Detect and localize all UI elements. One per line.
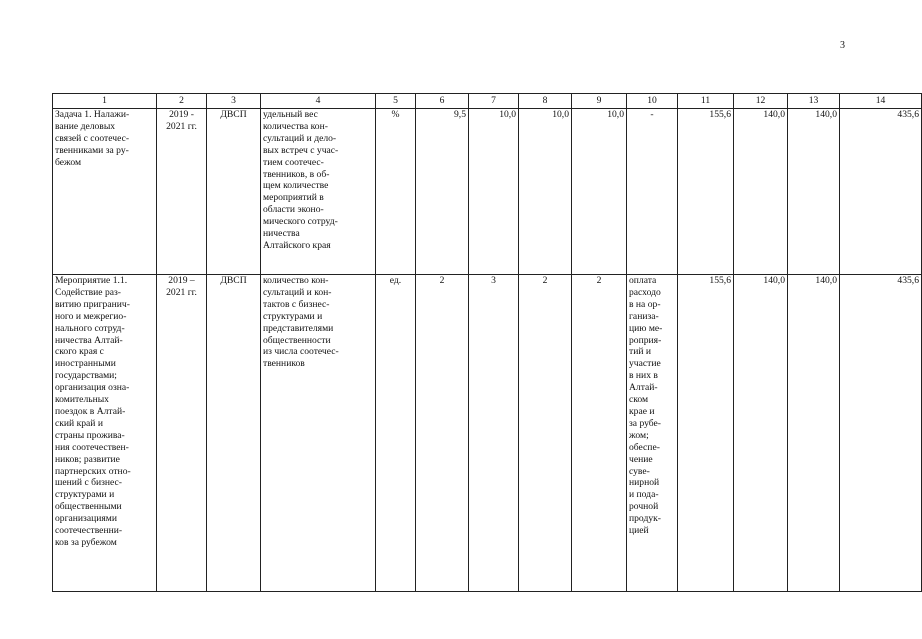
column-number: 3 [207,94,261,109]
column-number: 2 [157,94,207,109]
value-cell-9: 2 [572,275,627,592]
column-number: 10 [627,94,678,109]
period-cell: 2019 – 2021 гг. [157,275,207,592]
value-cell-7: 3 [469,275,519,592]
value-cell-14: 435,6 [840,275,922,592]
executor-cell: ДВСП [207,109,261,275]
value-cell-7: 10,0 [469,109,519,275]
column-number: 4 [261,94,376,109]
unit-cell: ед. [376,275,416,592]
column-number: 9 [572,94,627,109]
column-numbers-row [53,94,922,109]
program-table [52,93,922,592]
note-cell-10: оплата расходо в на ор- ганиза- цию ме- роприя- тий и участие в них в Алтай- ском крае и за рубе- жом; обеспе- чение суве- нирной и пода- рочной продук- цией [627,275,678,592]
value-cell-6: 9,5 [416,109,469,275]
value-cell-9: 10,0 [572,109,627,275]
column-number: 5 [376,94,416,109]
value-cell-8: 10,0 [519,109,572,275]
column-number: 1 [53,94,157,109]
executor-cell: ДВСП [207,275,261,592]
value-cell-11: 155,6 [678,109,734,275]
note-cell-10: - [627,109,678,275]
value-cell-12: 140,0 [734,109,788,275]
table-row [53,109,922,275]
column-number: 13 [788,94,840,109]
value-cell-8: 2 [519,275,572,592]
measure-name-cell: Мероприятие 1.1. Содействие раз- витию пригранич- ного и межрегио- нального сотруд- ничества Алтай- ского края с иностранными государствами; организация озна- комительных поездок в Алтай- ский край и страны прожива- ния соотечествен- ников; развитие партнерских отно- шений с бизнес- структурами и общественными организациями соотечественни- ков за рубежом [53,275,157,592]
column-number: 7 [469,94,519,109]
period-cell: 2019 - 2021 гг. [157,109,207,275]
page-number: 3 [840,40,845,51]
column-number: 8 [519,94,572,109]
value-cell-11: 155,6 [678,275,734,592]
value-cell-13: 140,0 [788,109,840,275]
task-name-cell: Задача 1. Налажи- вание деловых связей с соотечес- твенниками за ру- бежом [53,109,157,275]
value-cell-12: 140,0 [734,275,788,592]
column-number: 6 [416,94,469,109]
column-number: 11 [678,94,734,109]
indicator-cell: количество кон- сультаций и кон- тактов с бизнес- структурами и представителями общественности из числа соотечес- твенников [261,275,376,592]
value-cell-6: 2 [416,275,469,592]
indicator-cell: удельный вес количества кон- сультаций и дело- вых встреч с учас- тием соотечес- твенников, в об- щем количестве мероприятий в области эконо- мического сотруд- ничества Алтайского края [261,109,376,275]
unit-cell: % [376,109,416,275]
value-cell-14: 435,6 [840,109,922,275]
column-number: 12 [734,94,788,109]
table-row [53,275,922,592]
column-number: 14 [840,94,922,109]
value-cell-13: 140,0 [788,275,840,592]
